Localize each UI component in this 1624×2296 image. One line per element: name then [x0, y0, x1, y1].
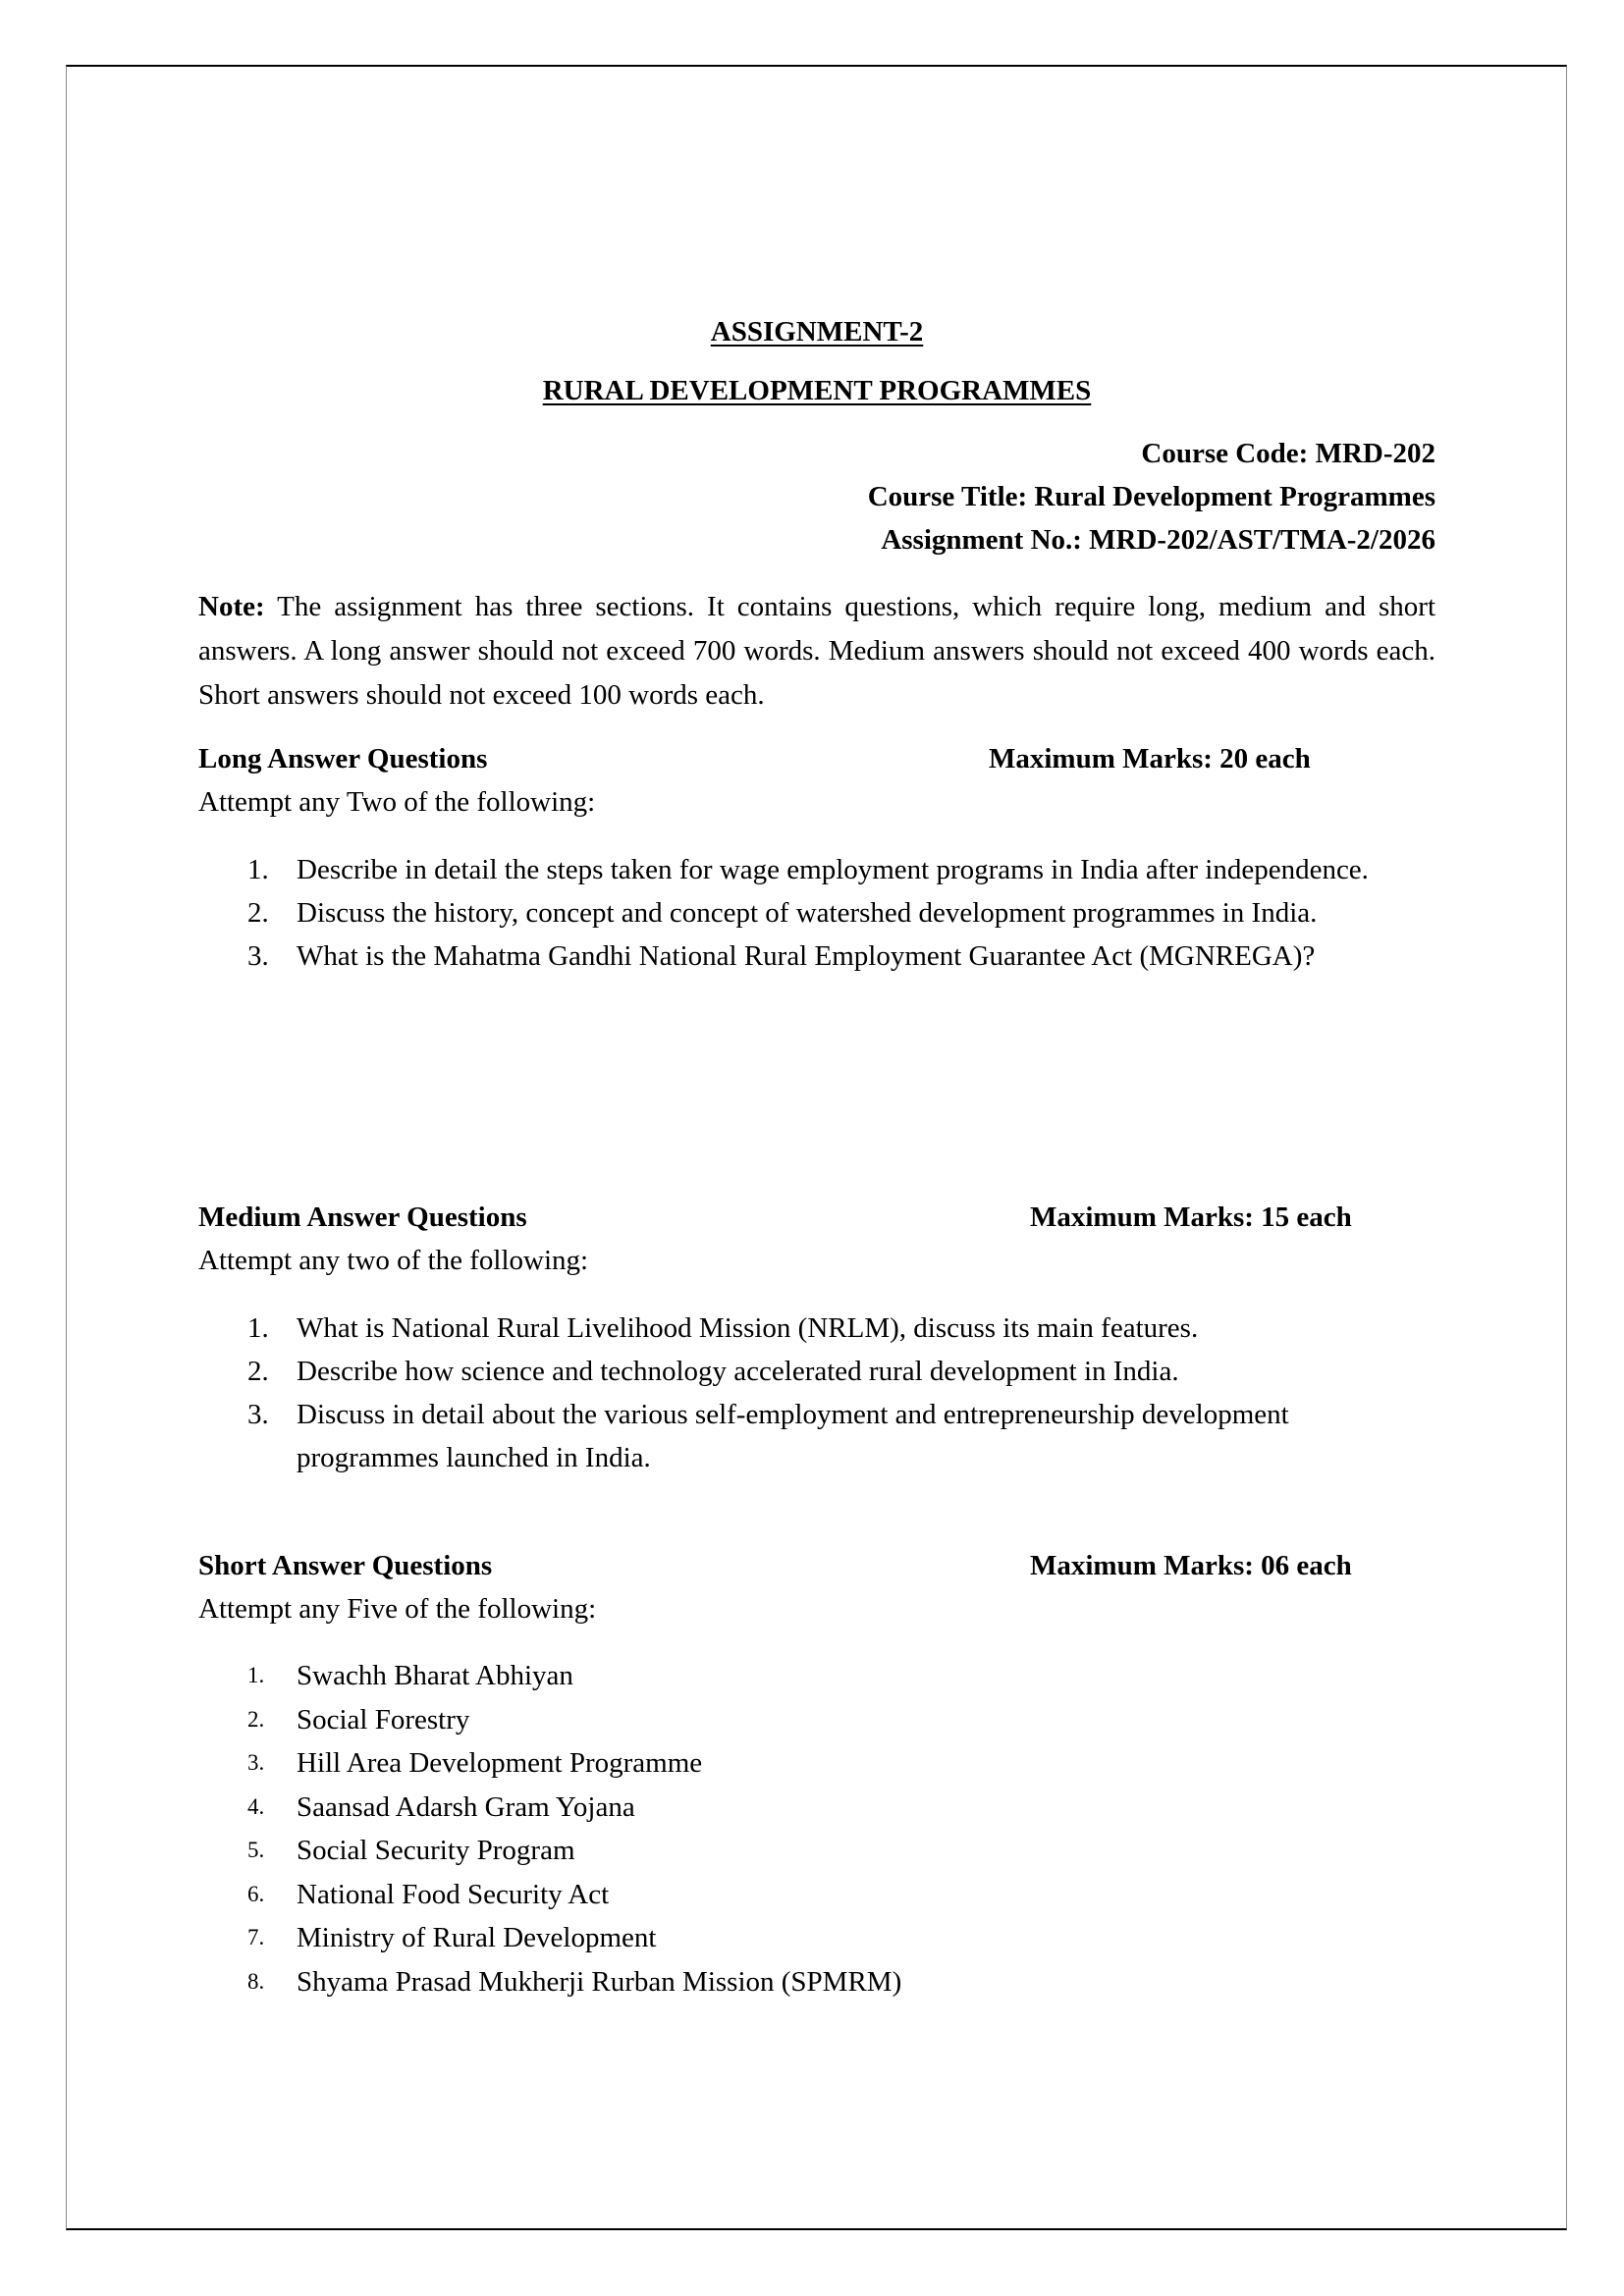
list-item: 8. Shyama Prasad Mukherji Rurban Mission (SPMRM) — [247, 1965, 902, 1998]
medium-section-heading: Medium Answer Questions — [198, 1201, 527, 1233]
course-code: Course Code: MRD-202 — [1141, 438, 1435, 469]
list-item: 7. Ministry of Rural Development — [247, 1922, 657, 1953]
assignment-number: Assignment No.: MRD-202/AST/TMA-2/2026 — [881, 524, 1435, 556]
list-item: 6. National Food Security Act — [247, 1878, 610, 1910]
note-paragraph — [198, 585, 1435, 718]
list-item: 2. Social Forestry — [247, 1703, 470, 1735]
short-section-marks: Maximum Marks: 06 each — [1030, 1550, 1352, 1581]
list-item: 1. What is National Rural Livelihood Mission (NRLM), discuss its main features. — [247, 1312, 1199, 1344]
long-section-heading: Long Answer Questions — [198, 743, 488, 774]
list-item: 1. Describe in detail the steps taken for wage employment programs in India after independence. — [247, 854, 1369, 885]
list-item: 5. Social Security Program — [247, 1835, 575, 1866]
course-title: Course Title: Rural Development Programmes — [867, 481, 1435, 512]
medium-question-list — [198, 1307, 1435, 1479]
medium-section-instruction: Attempt any two of the following: — [198, 1245, 589, 1276]
list-item: 1. Swachh Bharat Abhiyan — [247, 1660, 573, 1691]
list-item: 3. Discuss in detail about the various self-employment and entrepreneurship development programmes launched in India. — [247, 1399, 1289, 1473]
medium-section-marks: Maximum Marks: 15 each — [1030, 1201, 1352, 1233]
short-section-header — [198, 1550, 1435, 1582]
note-label: Note: — [198, 591, 265, 622]
list-item: 2. Discuss the history, concept and concept of watershed development programmes in India. — [247, 897, 1318, 929]
long-section-instruction: Attempt any Two of the following: — [198, 786, 596, 818]
list-item: 2. Describe how science and technology accelerated rural development in India. — [247, 1356, 1179, 1387]
medium-section-header — [198, 1201, 1435, 1234]
list-item: 3. What is the Mahatma Gandhi National Rural Employment Guarantee Act (MGNREGA)? — [247, 940, 1316, 972]
long-section-marks: Maximum Marks: 20 each — [989, 743, 1311, 774]
subject-title: RURAL DEVELOPMENT PROGRAMMES — [542, 375, 1092, 406]
long-section-header — [198, 743, 1435, 775]
list-item: 3. Hill Area Development Programme — [247, 1747, 703, 1779]
long-question-list — [198, 848, 1435, 978]
short-section-instruction: Attempt any Five of the following: — [198, 1593, 597, 1625]
assignment-title: ASSIGNMENT-2 — [710, 316, 924, 347]
note-text: The assignment has three sections. It contains questions, which require long, medium and short answers. A long answer should not exceed 700 words. Medium answers should not exceed 400 words each. Short answers should not exceed 100 words each. — [198, 591, 1435, 711]
short-question-list — [198, 1654, 1435, 2003]
list-item: 4. Saansad Adarsh Gram Yojana — [247, 1790, 635, 1823]
short-section-heading: Short Answer Questions — [198, 1550, 493, 1581]
